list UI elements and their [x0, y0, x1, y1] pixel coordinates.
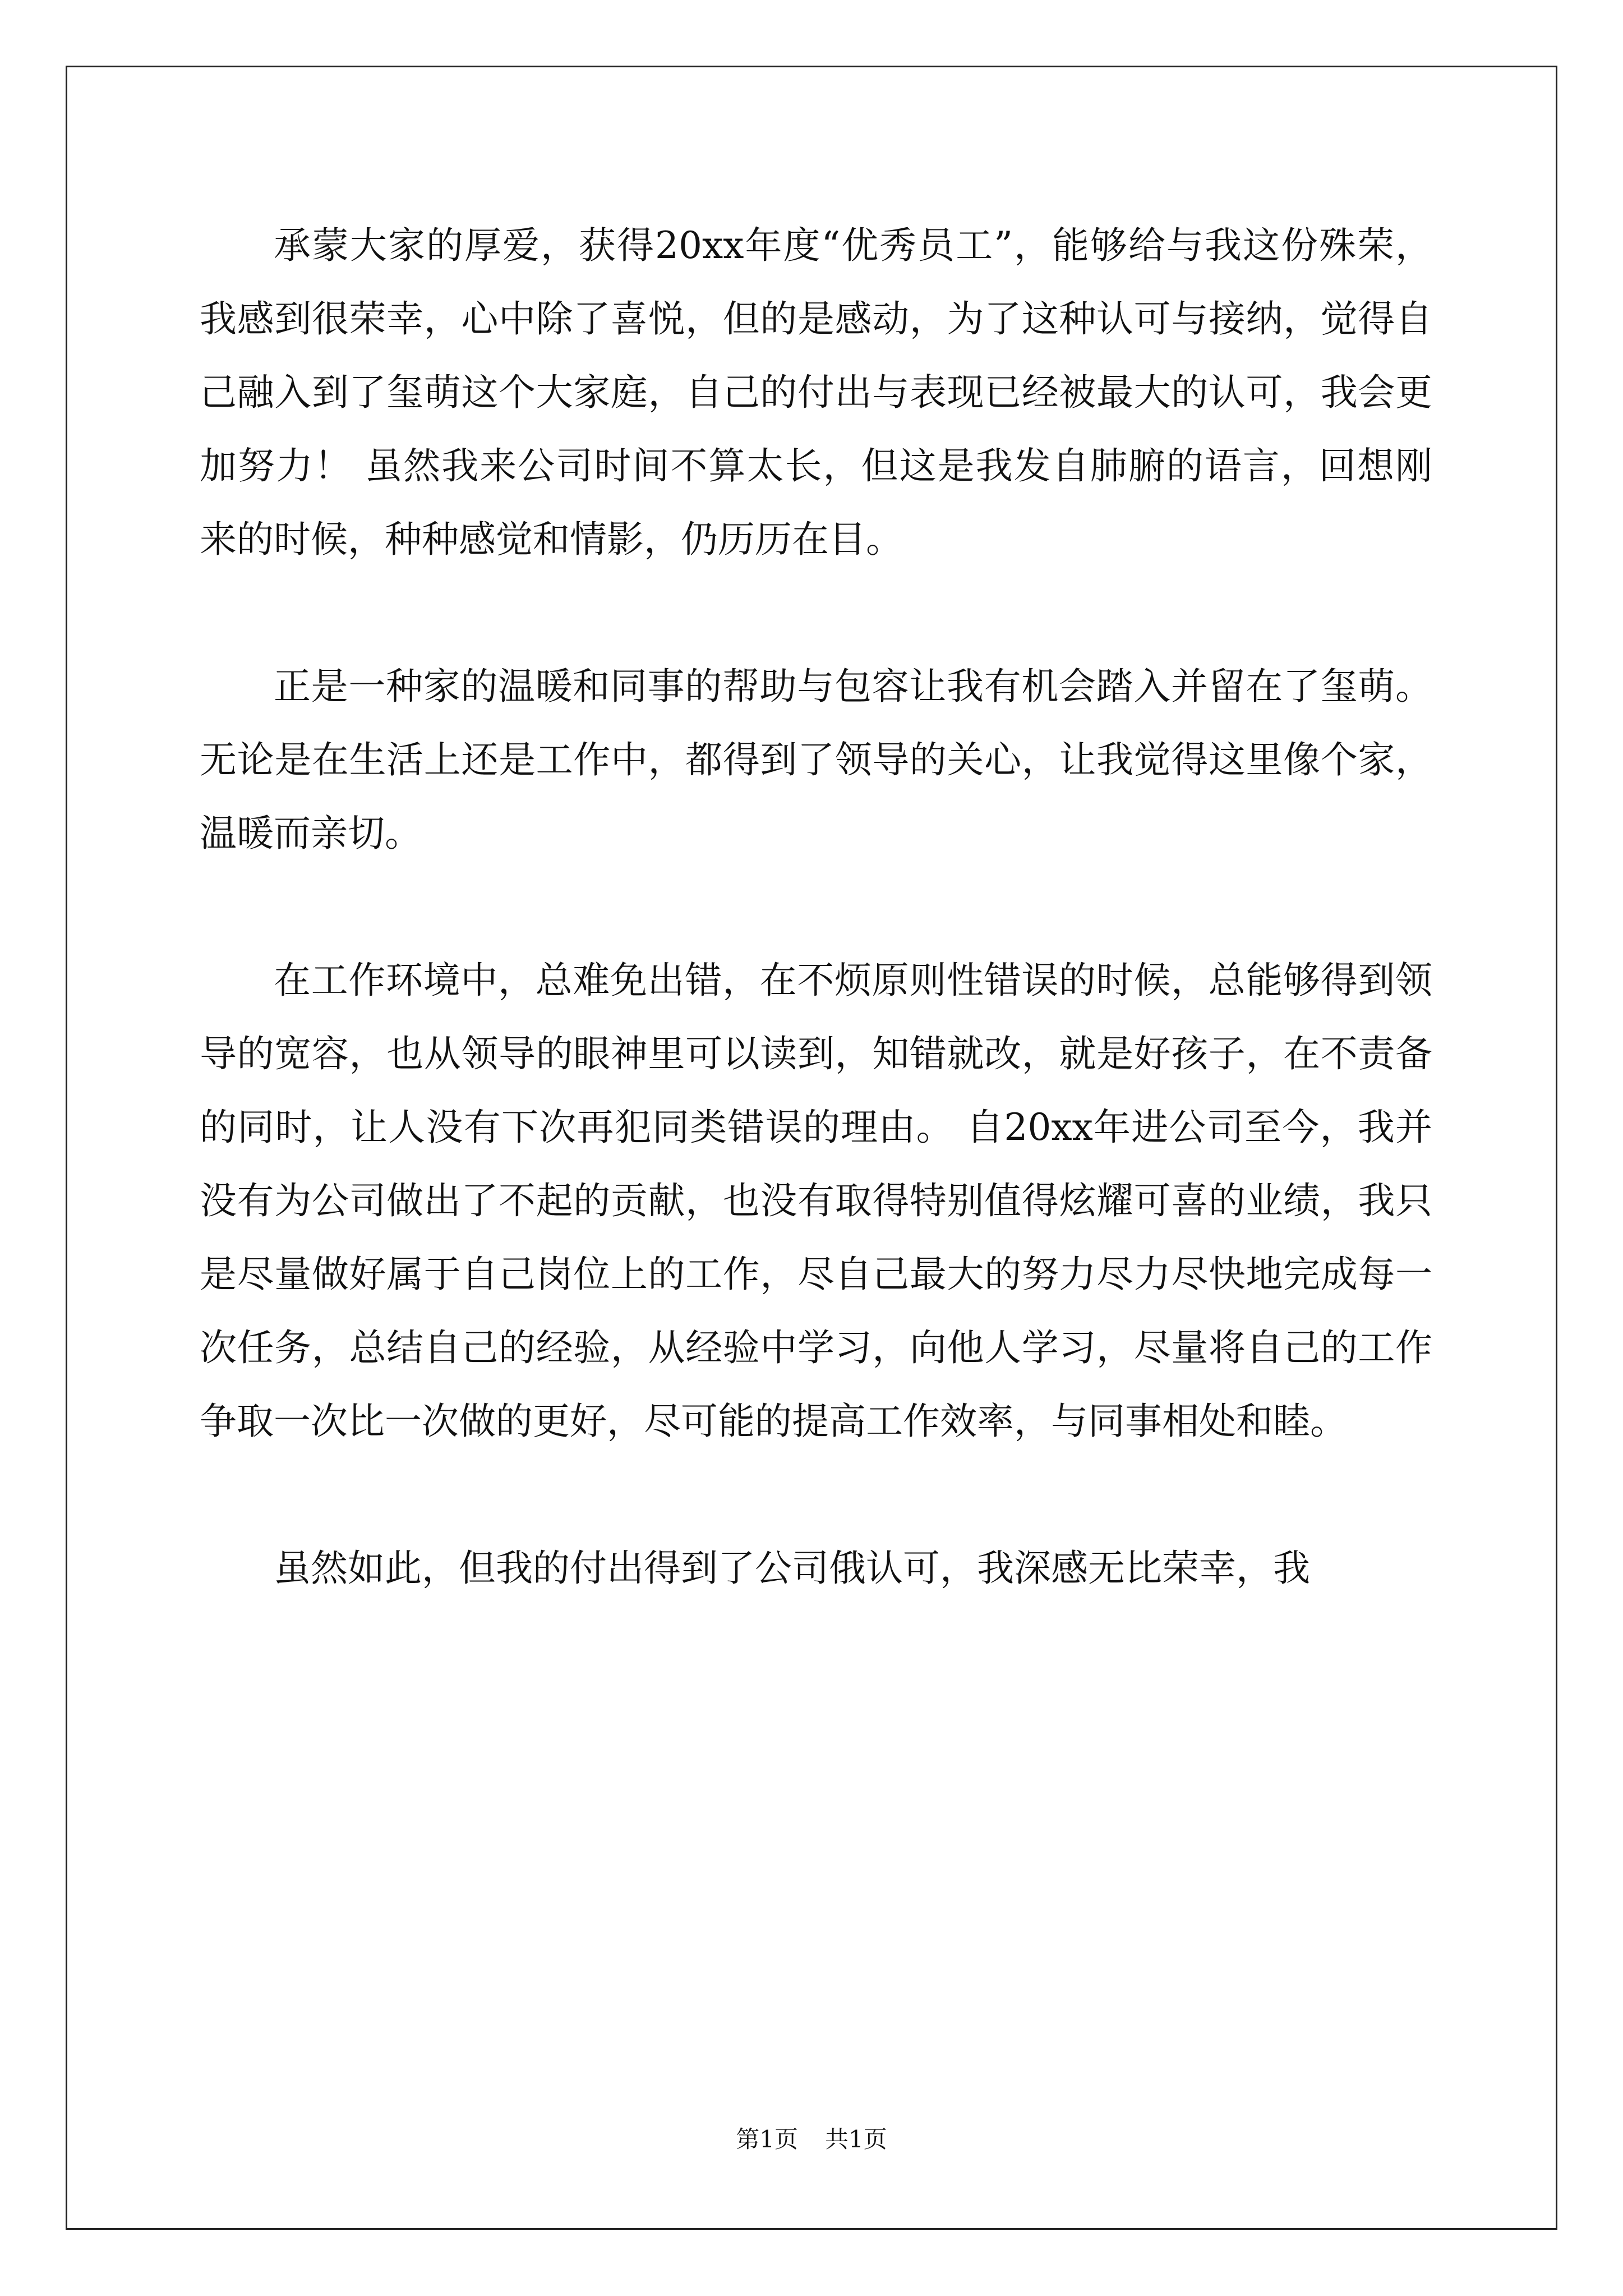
- paragraph-2: 正是一种家的温暖和同事的帮助与包容让我有机会踏入并留在了玺萌。 无论是在生活上还是工作中，都得到了领导的关心，让我觉得这里像个家，温暖而亲切。: [200, 665, 1432, 855]
- page-footer: [0, 2125, 1623, 2154]
- document-body: [200, 209, 1432, 1605]
- paragraph-3: 在工作环境中，总难免出错，在不烦原则性错误的时候，总能够得到领导的宽容，也从领导的眼神里可以读到，知错就改，就是好孩子，在不责备的同时，让人没有下次再犯同类错误的理由。 自20xx年进公司至今，我并没有为公司做出了不起的贡献，也没有取得特别值得炫耀可喜的业绩，我只是尽量做好属于自己岗位上的工作，尽自己最大的努力尽力尽快地完成每一次任务，总结自己的经验，从经验中学习，向他人学习，尽量将自己的工作争取一次比一次做的更好，尽可能的提高工作效率，与同事相处和睦。: [200, 959, 1432, 1443]
- page-total: 共1页: [825, 2125, 887, 2153]
- paragraph-1: 承蒙大家的厚爱，获得20xx年度“优秀员工”，能够给与我这份殊荣，我感到很荣幸，心中除了喜悦，但的是感动，为了这种认可与接纳，觉得自己融入到了玺萌这个大家庭，自己的付出与表现已经被最大的认可，我会更加努力！ 虽然我来公司时间不算太长，但这是我发自肺腑的语言，回想刚来的时候，种种感觉和情影，仍历历在目。: [200, 224, 1432, 561]
- page-number: 第1页: [736, 2125, 798, 2153]
- paragraph-4: 虽然如此，但我的付出得到了公司俄认可，我深感无比荣幸，我: [274, 1547, 1310, 1590]
